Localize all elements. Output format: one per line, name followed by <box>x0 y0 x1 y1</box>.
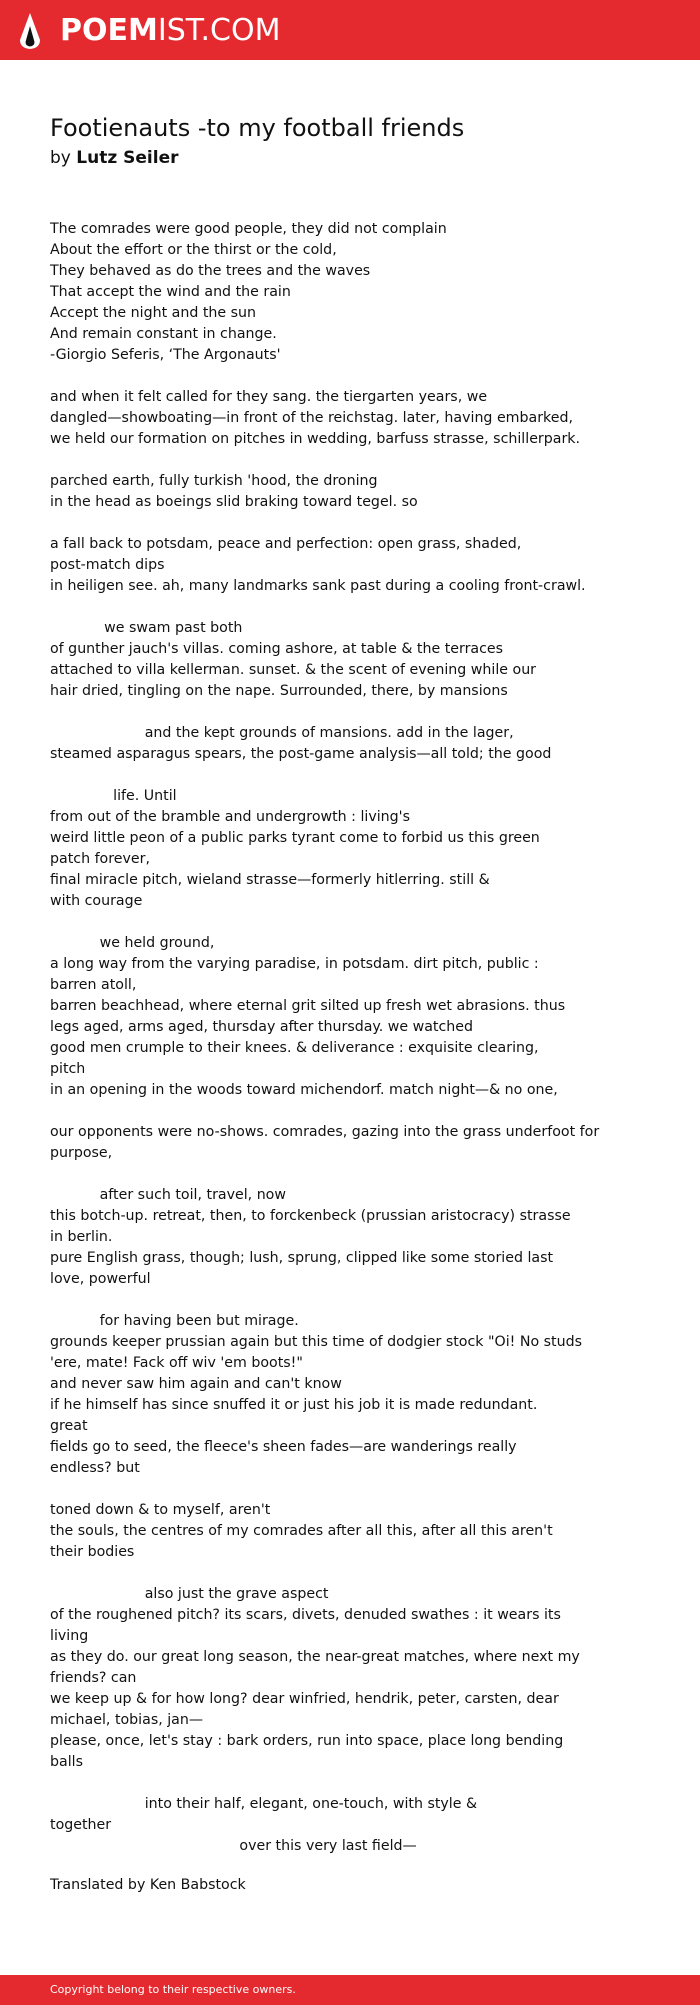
poem-line: and when it felt called for they sang. the tiergarten years, we <box>50 389 488 405</box>
poem-line: after such toil, travel, now <box>50 1187 286 1203</box>
poem-line: into their half, elegant, one-touch, with style & <box>50 1796 478 1812</box>
poem-line: post-match dips <box>50 557 165 573</box>
poem-line: and the kept grounds of mansions. add in the lager, <box>50 725 514 741</box>
poem-title: Footienauts -to my football friends <box>50 114 465 142</box>
poem-line: That accept the wind and the rain <box>50 284 291 300</box>
poem-line: grounds keeper prussian again but this time of dodgier stock "Oi! No studs <box>50 1334 582 1350</box>
stanza <box>50 1794 610 1857</box>
poem-line: of the roughened pitch? its scars, divets, denuded swathes : it wears its <box>50 1607 561 1623</box>
site-logo[interactable] <box>18 12 280 50</box>
poem-line: final miracle pitch, wieland strasse—formerly hitlerring. still & <box>50 872 490 888</box>
poem-line: legs aged, arms aged, thursday after thursday. we watched <box>50 1019 474 1035</box>
poem-line: barren atoll, <box>50 977 137 993</box>
poem-line: The comrades were good people, they did not complain <box>50 221 447 237</box>
poem-line: a long way from the varying paradise, in potsdam. dirt pitch, public : <box>50 956 539 972</box>
stanza <box>50 534 610 597</box>
poem-line: weird little peon of a public parks tyrant come to forbid us this green <box>50 830 540 846</box>
stanza <box>50 219 610 366</box>
stanza <box>50 786 610 912</box>
poem-line: parched earth, fully turkish 'hood, the droning <box>50 473 378 489</box>
poem-line: for having been but mirage. <box>50 1313 299 1329</box>
footer-bar <box>0 1975 700 2005</box>
poem-line: hair dried, tingling on the nape. Surrounded, there, by mansions <box>50 683 508 699</box>
poem-line: also just the grave aspect <box>50 1586 329 1602</box>
author-link[interactable]: Lutz Seiler <box>76 148 179 168</box>
by-label: by <box>50 148 71 168</box>
poem-line: life. Until <box>50 788 177 804</box>
poem-line: toned down & to myself, aren't <box>50 1502 271 1518</box>
stanza <box>50 1185 610 1290</box>
poem-line: attached to villa kellerman. sunset. & the scent of evening while our <box>50 662 537 678</box>
poem-line: friends? can <box>50 1670 137 1686</box>
poem-line: Accept the night and the sun <box>50 305 257 321</box>
poem-line: steamed asparagus spears, the post-game analysis—all told; the good <box>50 746 552 762</box>
copyright-text: Copyright belong to their respective owners. <box>50 1983 296 1996</box>
poem-line: pitch <box>50 1061 86 1077</box>
poem-line: dangled—showboating—in front of the reichstag. later, having embarked, <box>50 410 573 426</box>
poem-line: we held ground, <box>50 935 215 951</box>
byline <box>50 148 178 168</box>
stanza <box>50 1584 610 1773</box>
poem-line: we held our formation on pitches in wedding, barfuss strasse, schillerpark. <box>50 431 581 447</box>
poem-line: patch forever, <box>50 851 150 867</box>
stanza <box>50 1500 610 1563</box>
poem-line: balls <box>50 1754 83 1770</box>
poem-line: purpose, <box>50 1145 113 1161</box>
poem-line: we swam past both <box>50 620 243 636</box>
poem-line: in berlin. <box>50 1229 113 1245</box>
poem-line: as they do. our great long season, the near-great matches, where next my <box>50 1649 580 1665</box>
poem-line: About the effort or the thirst or the cold, <box>50 242 337 258</box>
poem-line: barren beachhead, where eternal grit silted up fresh wet abrasions. thus <box>50 998 566 1014</box>
poem-line: endless? but <box>50 1460 140 1476</box>
poem-line: over this very last field— <box>50 1838 417 1854</box>
stanza <box>50 723 610 765</box>
poem-line: in an opening in the woods toward michendorf. match night—& no one, <box>50 1082 558 1098</box>
poem-line: and never saw him again and can't know <box>50 1376 342 1392</box>
poem-line: -Giorgio Seferis, ‘The Argonauts' <box>50 347 281 363</box>
poem-line: in the head as boeings slid braking toward tegel. so <box>50 494 418 510</box>
poem-line: together <box>50 1817 112 1833</box>
poem-line: great <box>50 1418 88 1434</box>
poem-line: please, once, let's stay : bark orders, run into space, place long bending <box>50 1733 564 1749</box>
poem-line: in heiligen see. ah, many landmarks sank past during a cooling front-crawl. <box>50 578 586 594</box>
poem-line: we keep up & for how long? dear winfried, hendrik, peter, carsten, dear <box>50 1691 559 1707</box>
poem-line: with courage <box>50 893 143 909</box>
poem-line: They behaved as do the trees and the waves <box>50 263 371 279</box>
stanza <box>50 1122 610 1164</box>
stanza <box>50 618 610 702</box>
poem-line: fields go to seed, the fleece's sheen fades—are wanderings really <box>50 1439 517 1455</box>
poem-line: good men crumple to their knees. & deliverance : exquisite clearing, <box>50 1040 539 1056</box>
top-bar <box>0 0 700 60</box>
poem-line: 'ere, mate! Fack off wiv 'em boots!" <box>50 1355 303 1371</box>
stanza <box>50 471 610 513</box>
poem-line: And remain constant in change. <box>50 326 277 342</box>
logo-bold: POEM <box>60 13 158 48</box>
poem-line: living <box>50 1628 89 1644</box>
stanza <box>50 387 610 450</box>
poem-body <box>50 219 610 1878</box>
poem-line: if he himself has since snuffed it or just his job it is made redundant. <box>50 1397 538 1413</box>
poem-line: our opponents were no-shows. comrades, gazing into the grass underfoot for <box>50 1124 600 1140</box>
poem-line: from out of the bramble and undergrowth : living's <box>50 809 410 825</box>
poem-line: of gunther jauch's villas. coming ashore, at table & the terraces <box>50 641 504 657</box>
poem-line: this botch-up. retreat, then, to forckenbeck (prussian aristocracy) strasse <box>50 1208 571 1224</box>
logo-light: IST.COM <box>157 13 281 48</box>
poem-line: pure English grass, though; lush, sprung, clipped like some storied last <box>50 1250 554 1266</box>
poem-line: their bodies <box>50 1544 135 1560</box>
stanza <box>50 1311 610 1479</box>
poem-line: the souls, the centres of my comrades after all this, after all this aren't <box>50 1523 553 1539</box>
translator-credit: Translated by Ken Babstock <box>50 1877 246 1893</box>
poem-line: michael, tobias, jan— <box>50 1712 204 1728</box>
poem-line: a fall back to potsdam, peace and perfection: open grass, shaded, <box>50 536 522 552</box>
pen-nib-icon <box>18 12 42 50</box>
stanza <box>50 933 610 1101</box>
poem-line: love, powerful <box>50 1271 151 1287</box>
logo-wordmark <box>60 13 281 48</box>
